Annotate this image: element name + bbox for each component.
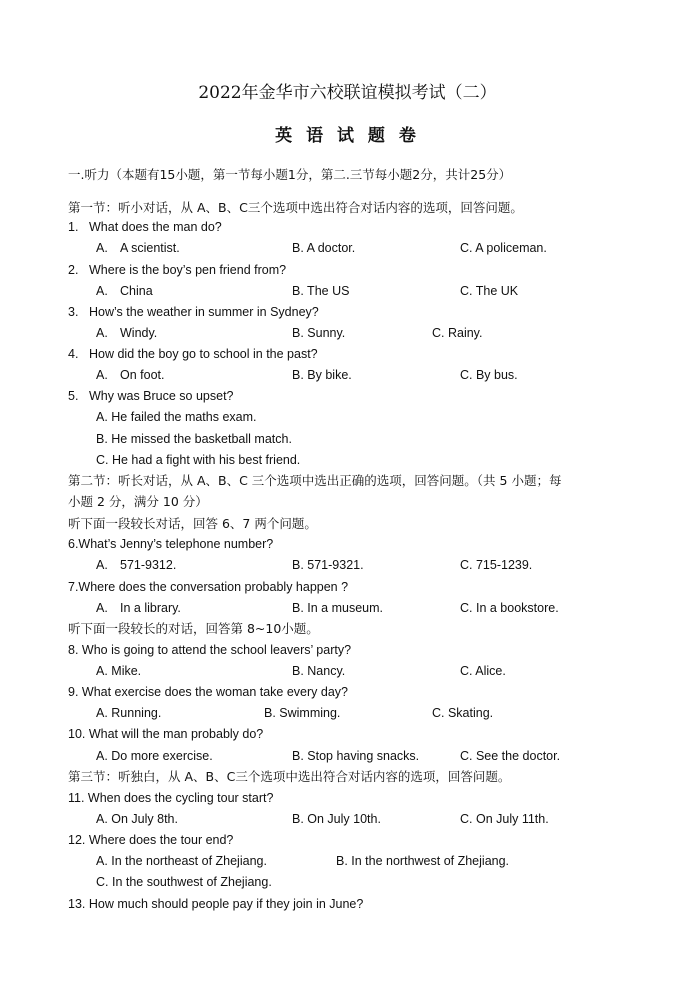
question-1 [68, 217, 222, 237]
option-a [96, 555, 176, 575]
option-label: A. [96, 368, 108, 382]
option-c: C. See the doctor. [460, 749, 561, 763]
option-b: B. 571-9321. [292, 558, 364, 572]
option-b: B. He missed the basketball match. [96, 432, 292, 446]
question-4 [68, 344, 318, 364]
option-a [96, 238, 180, 258]
question-text: Where is the boy’s pen friend from? [89, 263, 287, 277]
exam-title: 2022年金华市六校联谊模拟考试（二） [198, 83, 497, 103]
section3-heading: 第三节：听独白，从 A、B、C三个选项中选出符合对话内容的选项，回答问题。 [68, 769, 511, 784]
option-a: A. Running. [96, 706, 162, 720]
section1-heading: 第一节：听小对话，从 A、B、C三个选项中选出符合对话内容的选项，回答问题。 [68, 200, 523, 215]
option-b: B. Sunny. [292, 326, 346, 340]
question-text: What does the man do? [89, 220, 222, 234]
option-a: A. Do more exercise. [96, 749, 213, 763]
option-c: C. In the southwest of Zhejiang. [96, 875, 272, 889]
option-a [96, 281, 153, 301]
question-3 [68, 302, 319, 322]
option-label: A. [96, 601, 108, 615]
option-b: B. On July 10th. [292, 812, 381, 826]
question-text: Why was Bruce so upset? [89, 389, 234, 403]
option-b: B. A doctor. [292, 241, 356, 255]
question-11: 11. When does the cycling tour start? [68, 791, 274, 805]
option-c: C. Alice. [460, 664, 506, 678]
option-c: C. In a bookstore. [460, 601, 559, 615]
question-2 [68, 260, 286, 280]
option-c: C. A policeman. [460, 241, 547, 255]
option-text: In a library. [120, 601, 181, 615]
option-a: A. On July 8th. [96, 812, 178, 826]
option-text: A scientist. [120, 241, 180, 255]
question-number: 2. [68, 263, 79, 277]
option-b: B. The US [292, 284, 350, 298]
question-number: 4. [68, 347, 79, 361]
option-label: A. [96, 558, 108, 572]
option-b: B. Nancy. [292, 664, 346, 678]
option-c: C. 715-1239. [460, 558, 533, 572]
question-13: 13. How much should people pay if they join in June? [68, 897, 364, 911]
option-label: A. [96, 326, 108, 340]
question-number: 3. [68, 305, 79, 319]
question-7: 7.Where does the conversation probably happen ? [68, 580, 349, 594]
option-a: A. Mike. [96, 664, 142, 678]
exam-subtitle: 英 语 试 题 卷 [275, 126, 420, 146]
option-c: C. By bus. [460, 368, 518, 382]
option-b: B. Swimming. [264, 706, 341, 720]
option-c: C. He had a fight with his best friend. [96, 453, 301, 467]
question-9: 9. What exercise does the woman take every day? [68, 685, 349, 699]
part1-heading: 一.听力（本题有15小题，第一节每小题1分，第二.三节每小题2分，共计25分） [68, 167, 512, 182]
option-label: A. [96, 284, 108, 298]
option-a [96, 323, 157, 343]
section2-heading-line1: 第二节：听长对话，从 A、B、C 三个选项中选出正确的选项，回答问题。（共 5 小题；每 [68, 473, 562, 488]
option-a [96, 598, 181, 618]
option-b: B. Stop having snacks. [292, 749, 420, 763]
section2-intro-b: 听下面一段较长的对话，回答第 8~10小题。 [68, 621, 319, 636]
section2-intro-a: 听下面一段较长对话，回答 6、7 两个问题。 [68, 516, 317, 531]
option-text: On foot. [120, 368, 165, 382]
option-text: 571-9312. [120, 558, 177, 572]
option-text: China [120, 284, 153, 298]
option-b: B. In the northwest of Zhejiang. [336, 854, 510, 868]
option-text: Windy. [120, 326, 158, 340]
question-6: 6.What’s Jenny’s telephone number? [68, 537, 274, 551]
question-5 [68, 386, 234, 406]
option-a: A. In the northeast of Zhejiang. [96, 854, 267, 868]
option-a [96, 365, 164, 385]
option-label: A. [96, 241, 108, 255]
question-text: How’s the weather in summer in Sydney? [89, 305, 319, 319]
option-c: C. Rainy. [432, 326, 483, 340]
option-b: B. By bike. [292, 368, 352, 382]
option-c: C. On July 11th. [460, 812, 549, 826]
question-12: 12. Where does the tour end? [68, 833, 234, 847]
option-a: A. He failed the maths exam. [96, 410, 257, 424]
section2-heading-line2: 小题 2 分，满分 10 分） [68, 494, 208, 509]
question-number: 5. [68, 389, 79, 403]
question-text: How did the boy go to school in the past? [89, 347, 318, 361]
option-c: C. The UK [460, 284, 519, 298]
question-10: 10. What will the man probably do? [68, 727, 264, 741]
option-b: B. In a museum. [292, 601, 384, 615]
question-8: 8. Who is going to attend the school leavers’ party? [68, 643, 352, 657]
option-c: C. Skating. [432, 706, 494, 720]
question-number: 1. [68, 220, 79, 234]
